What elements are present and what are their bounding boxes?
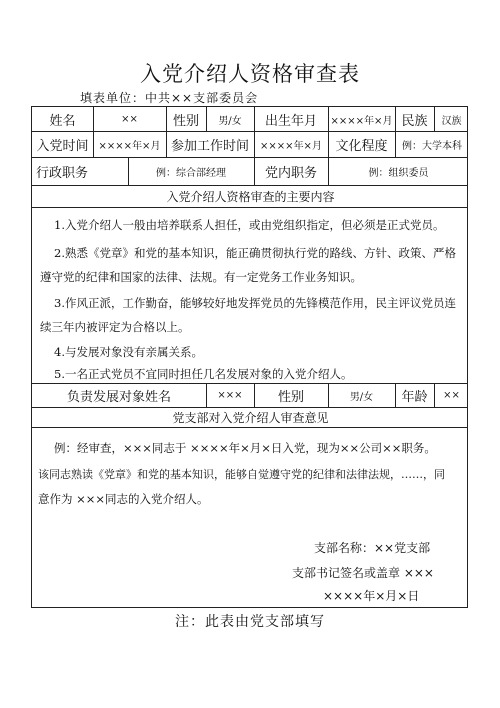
join-date-label: 入党时间: [36, 138, 89, 154]
review-item: 3.作风正派，工作勤奋，能够较好地发挥党员的先锋模范作用，民主评议党员连: [54, 296, 456, 310]
target-gender-label: 性别: [277, 389, 304, 405]
ethnic-label: 民族: [401, 113, 428, 129]
footnote: 注：此表由党支部填写: [175, 614, 325, 630]
review-heading: 入党介绍人资格审查的主要内容: [166, 189, 335, 204]
opinion-text: 该同志熟读《党章》和党的基本知识，能够自觉遵守党的纪律和法律法规，……，同: [38, 468, 445, 481]
ethnic-value: 汉族: [441, 115, 462, 127]
target-age-value: ××: [443, 389, 460, 401]
review-item: 5.一名正式党员不宜同时担任几名发展对象的入党介绍人。: [54, 367, 353, 381]
target-name-label: 负责发展对象姓名: [66, 389, 171, 405]
review-item: 1.入党介绍人一般由培养联系人担任，或由党组织指定，但必须是正式党员。: [54, 218, 445, 232]
party-post-value: 例：组织委员: [368, 167, 429, 179]
join-date-value: ××××年×月: [98, 140, 161, 152]
review-item: 遵守党的纪律和国家的法律、法规。有一定党务工作业务知识。: [40, 270, 362, 284]
admin-post-label: 行政职务: [36, 165, 89, 181]
admin-post-value: 例：综合部经理: [156, 167, 226, 179]
branch-name: 支部名称：××党支部: [314, 541, 431, 555]
target-age-label: 年龄: [401, 389, 428, 405]
row-divider: [32, 427, 467, 428]
work-start-label: 参加工作时间: [170, 138, 249, 154]
opinion-text: 意作为 ×××同志的入党介绍人。: [38, 492, 209, 506]
education-label: 文化程度: [335, 138, 388, 154]
gender-value: 男/女: [218, 115, 242, 127]
form-title: 入党介绍人资格审查表: [140, 62, 360, 86]
name-value: ××: [121, 113, 138, 125]
target-name-value: ×××: [217, 389, 243, 401]
secretary-signature: 支部书记签名或盖章 ×××: [292, 566, 434, 580]
review-item: 续三年内被评定为合格以上。: [40, 320, 190, 334]
row-divider: [32, 207, 467, 208]
gender-label: 性别: [172, 113, 199, 129]
party-post-label: 党内职务: [264, 165, 317, 181]
signature-date: ××××年×月×日: [323, 589, 420, 603]
birth-label: 出生年月: [264, 113, 317, 129]
filling-unit: 填表单位：中共××支部委员会: [80, 91, 259, 105]
birth-value: ××××年×月: [330, 115, 393, 127]
review-form-table: [31, 106, 468, 608]
work-start-value: ××××年×月: [260, 140, 322, 152]
education-value: 例：大学本科: [402, 140, 462, 152]
opinion-heading: 党支部对入党介绍人审查意见: [172, 410, 329, 425]
review-item: 4.与发展对象没有亲属关系。: [54, 345, 203, 359]
target-gender-value: 男/女: [349, 391, 374, 403]
opinion-text: 例：经审查，×××同志于 ××××年×月×日入党，现为××公司××职务。: [54, 441, 436, 455]
review-item: 2.熟悉《党章》和党的基本知识，能正确贯彻执行党的路线、方针、政策、严格: [54, 246, 456, 260]
name-label: 姓名: [49, 113, 76, 129]
